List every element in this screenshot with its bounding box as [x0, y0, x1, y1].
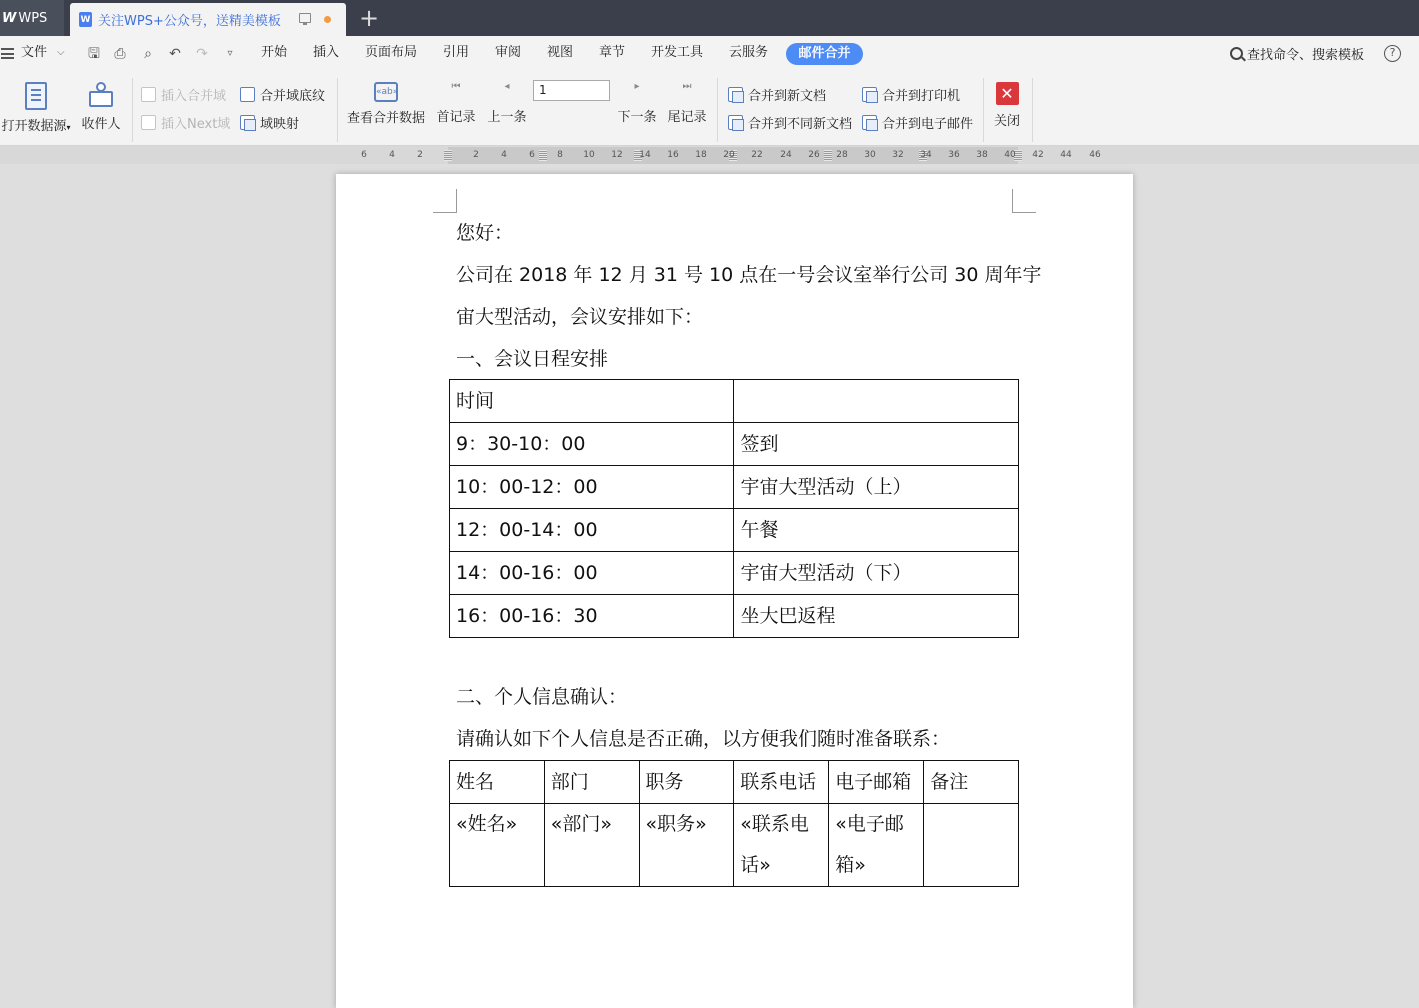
undo-icon[interactable]: ↶: [169, 46, 181, 62]
schedule-table[interactable]: [449, 379, 1019, 638]
margin-corner-top-right: [1012, 189, 1036, 213]
printer-icon: [862, 87, 877, 102]
personal-info-header-cell[interactable]: 备注: [924, 761, 1019, 804]
document-tab-title: 关注WPS+公众号，送精美模板: [98, 14, 281, 29]
ruler-tick-label: 42: [1032, 150, 1044, 160]
ruler-tick-label: 8: [557, 150, 563, 160]
personal-info-header-cell[interactable]: 部门: [544, 761, 639, 804]
table-row: [450, 466, 1019, 509]
app-name: WPS: [18, 10, 48, 26]
personal-info-header-cell[interactable]: 职务: [639, 761, 734, 804]
merge-field-cell[interactable]: «姓名»: [450, 804, 545, 887]
email-icon: [862, 115, 877, 130]
ruler-tick-label: 10: [583, 150, 595, 160]
table-row: [450, 804, 1019, 887]
next-record-icon: ▸: [634, 81, 640, 92]
table-row: [450, 595, 1019, 638]
ruler-tick-label: 34: [920, 150, 932, 160]
personal-info-header-cell[interactable]: 联系电话: [734, 761, 829, 804]
command-search[interactable]: [1230, 44, 1364, 63]
menu-chapter[interactable]: 章节: [599, 45, 626, 60]
ribbon-divider: [717, 78, 718, 142]
greeting-text[interactable]: 您好：: [456, 222, 514, 244]
menu-developer[interactable]: 开发工具: [651, 45, 704, 60]
ruler-tick-label: 40: [1004, 150, 1016, 160]
merge-field-shading-button[interactable]: [240, 85, 325, 104]
search-icon: [1230, 47, 1243, 60]
ruler-tick-label: 28: [836, 150, 848, 160]
new-tab-plus-icon[interactable]: +: [358, 4, 380, 32]
merge-to-printer-label: 合并到打印机: [882, 89, 961, 104]
last-record-button[interactable]: [664, 82, 710, 125]
ruler-tick-label: 12: [611, 150, 623, 160]
recipients-icon: [88, 82, 114, 108]
close-mail-merge-button[interactable]: [988, 82, 1026, 129]
view-merged-data-label: 查看合并数据: [346, 111, 425, 126]
monitor-icon[interactable]: [299, 13, 311, 23]
merge-to-email-label: 合并到电子邮件: [882, 117, 974, 132]
customize-toolbar-icon[interactable]: ▿: [227, 48, 233, 59]
mail-merge-ribbon: [0, 72, 1419, 146]
margin-corner-top-left: [433, 189, 457, 213]
ruler-tick-label: 2: [417, 150, 423, 160]
print-preview-icon[interactable]: ⌕: [144, 46, 152, 62]
horizontal-ruler[interactable]: [0, 147, 1419, 164]
menu-review[interactable]: 审阅: [495, 45, 522, 60]
close-label: 关闭: [993, 114, 1020, 129]
first-record-label: 首记录: [436, 110, 476, 125]
schedule-time-cell[interactable]: 12：00-14：00: [450, 509, 734, 552]
view-merged-data-icon: «ab»: [374, 82, 398, 102]
last-record-icon: ⏭: [682, 81, 692, 92]
chevron-down-icon[interactable]: ⌵: [57, 47, 65, 58]
ribbon-divider: [132, 78, 133, 142]
merge-to-email-button[interactable]: [862, 113, 973, 132]
previous-record-label: 上一条: [487, 110, 527, 125]
print-icon[interactable]: ⎙: [114, 46, 126, 62]
ruler-tick-label: 32: [892, 150, 904, 160]
insert-next-label: 插入Next域: [161, 117, 231, 132]
table-row: [450, 423, 1019, 466]
ruler-tick-label: 46: [1089, 150, 1101, 160]
ruler-tick-label: 4: [501, 150, 507, 160]
unsaved-dot-icon: [324, 16, 331, 23]
ruler-tick-label: 26: [808, 150, 820, 160]
next-record-button[interactable]: [614, 82, 660, 125]
ruler-tick-label: 36: [948, 150, 960, 160]
menu-references[interactable]: 引用: [443, 45, 470, 60]
section2-intro[interactable]: 请确认如下个人信息是否正确，以方便我们随时准备联系：: [456, 728, 951, 750]
close-icon: ✕: [996, 82, 1019, 105]
ruler-tick-label: 2: [473, 150, 479, 160]
ruler-tick-label: 30: [864, 150, 876, 160]
menu-insert[interactable]: 插入: [313, 45, 340, 60]
open-datasource-label: 打开数据源: [1, 119, 67, 134]
menu-start[interactable]: 开始: [261, 45, 288, 60]
menu-page-layout[interactable]: 页面布局: [365, 45, 418, 60]
ruler-margin-right: [1018, 147, 1419, 164]
insert-next-field-button[interactable]: [141, 113, 230, 132]
ribbon-divider: [1032, 78, 1033, 142]
merge-field-cell[interactable]: «联系电话»: [734, 804, 829, 887]
document-icon: W: [79, 12, 92, 27]
ruler-tick-label: 18: [695, 150, 707, 160]
merge-field-cell[interactable]: «职务»: [639, 804, 734, 887]
merge-field-cell[interactable]: «部门»: [544, 804, 639, 887]
schedule-event-cell[interactable]: 宇宙大型活动（上）: [734, 466, 1019, 509]
next-record-label: 下一条: [617, 110, 657, 125]
schedule-event-cell[interactable]: 签到: [734, 423, 1019, 466]
schedule-event-cell[interactable]: 午餐: [734, 509, 1019, 552]
document-tab[interactable]: [70, 3, 346, 36]
table-row: [450, 380, 1019, 423]
field-mapping-label: 域映射: [260, 117, 300, 132]
first-record-icon: ⏮: [451, 81, 461, 92]
datasource-icon: [25, 82, 47, 110]
title-bar: [0, 0, 1419, 36]
first-record-button[interactable]: [433, 82, 479, 125]
merge-to-different-docs-button[interactable]: [728, 113, 852, 132]
record-number-input[interactable]: 1: [533, 80, 610, 101]
menu-cloud[interactable]: 云服务: [729, 45, 769, 60]
command-search-label: 查找命令、搜索模板: [1247, 48, 1365, 63]
table-row: [450, 552, 1019, 595]
personal-info-header-cell[interactable]: 电子邮箱: [829, 761, 924, 804]
schedule-event-cell[interactable]: 宇宙大型活动（下）: [734, 552, 1019, 595]
merge-field-cell[interactable]: «电子邮箱»: [829, 804, 924, 887]
previous-record-icon: ◂: [504, 81, 510, 92]
schedule-time-cell[interactable]: 时间: [450, 380, 734, 423]
table-row: [450, 761, 1019, 804]
ruler-tick-label: 22: [751, 150, 763, 160]
merge-to-printer-button[interactable]: [862, 85, 960, 104]
wps-home-tab[interactable]: [0, 0, 64, 36]
merge-field-shading-label: 合并域底纹: [260, 89, 326, 104]
ruler-tick-label: 16: [667, 150, 679, 160]
section2-title[interactable]: 二、个人信息确认：: [456, 686, 628, 708]
ribbon-divider: [337, 78, 338, 142]
merge-doc-icon: [728, 87, 743, 102]
schedule-time-cell[interactable]: 10：00-12：00: [450, 466, 734, 509]
merge-to-new-doc-label: 合并到新文档: [748, 89, 827, 104]
ruler-margin-left: [0, 147, 448, 164]
redo-icon[interactable]: ↷: [196, 46, 208, 62]
personal-info-table[interactable]: [449, 760, 1019, 887]
ruler-tick-label: 6: [529, 150, 535, 160]
menu-view[interactable]: 视图: [547, 45, 574, 60]
merge-to-different-docs-label: 合并到不同新文档: [748, 117, 853, 132]
last-record-label: 尾记录: [667, 110, 707, 125]
schedule-event-cell[interactable]: 坐大巴返程: [734, 595, 1019, 638]
recipients-button[interactable]: [78, 82, 124, 132]
previous-record-button[interactable]: [484, 82, 530, 125]
schedule-event-cell[interactable]: [734, 380, 1019, 423]
insert-field-icon: [141, 87, 156, 102]
hamburger-icon[interactable]: [1, 48, 14, 59]
open-datasource-button[interactable]: 打开数据源▾: [0, 82, 72, 134]
view-merged-data-button[interactable]: [344, 82, 428, 126]
save-icon[interactable]: 🖫: [88, 46, 100, 62]
ribbon-divider: [983, 78, 984, 142]
menu-bar: [0, 36, 1419, 72]
insert-merge-field-button[interactable]: [141, 85, 226, 104]
field-mapping-icon: [240, 115, 255, 130]
table-row: [450, 509, 1019, 552]
ruler-tick-label: 20: [723, 150, 735, 160]
intro-line-1[interactable]: 公司在 2018 年 12 月 31 号 10 点在一号会议室举行公司 30 周年宇: [456, 264, 1042, 286]
ruler-column-marker[interactable]: [824, 150, 832, 161]
insert-merge-field-label: 插入合并域: [161, 89, 227, 104]
shading-icon: [240, 87, 255, 102]
personal-info-header-cell[interactable]: 姓名: [450, 761, 545, 804]
schedule-time-cell[interactable]: 16：00-16：30: [450, 595, 734, 638]
field-mapping-button[interactable]: [240, 113, 299, 132]
menu-mail-merge[interactable]: 邮件合并: [786, 43, 863, 65]
ruler-tick-label: 38: [976, 150, 988, 160]
schedule-time-cell[interactable]: 9：30-10：00: [450, 423, 734, 466]
merge-to-new-doc-button[interactable]: [728, 85, 826, 104]
ruler-tick-label: 14: [639, 150, 651, 160]
ruler-tick-label: 4: [389, 150, 395, 160]
recipients-label: 收件人: [81, 117, 121, 132]
section1-title[interactable]: 一、会议日程安排: [456, 348, 609, 370]
insert-next-icon: [141, 115, 156, 130]
merge-docs-icon: [728, 115, 743, 130]
file-menu[interactable]: 文件: [21, 45, 48, 60]
ruler-tick-label: 6: [361, 150, 367, 160]
ruler-tick-label: 24: [780, 150, 792, 160]
schedule-time-cell[interactable]: 14：00-16：00: [450, 552, 734, 595]
intro-line-2[interactable]: 宙大型活动，会议安排如下：: [456, 306, 704, 328]
ruler-tick-label: 44: [1060, 150, 1072, 160]
wps-logo-icon: W: [2, 10, 16, 26]
ruler-indent-marker[interactable]: [444, 150, 452, 161]
help-icon[interactable]: ?: [1384, 45, 1401, 62]
merge-field-cell[interactable]: [924, 804, 1019, 887]
